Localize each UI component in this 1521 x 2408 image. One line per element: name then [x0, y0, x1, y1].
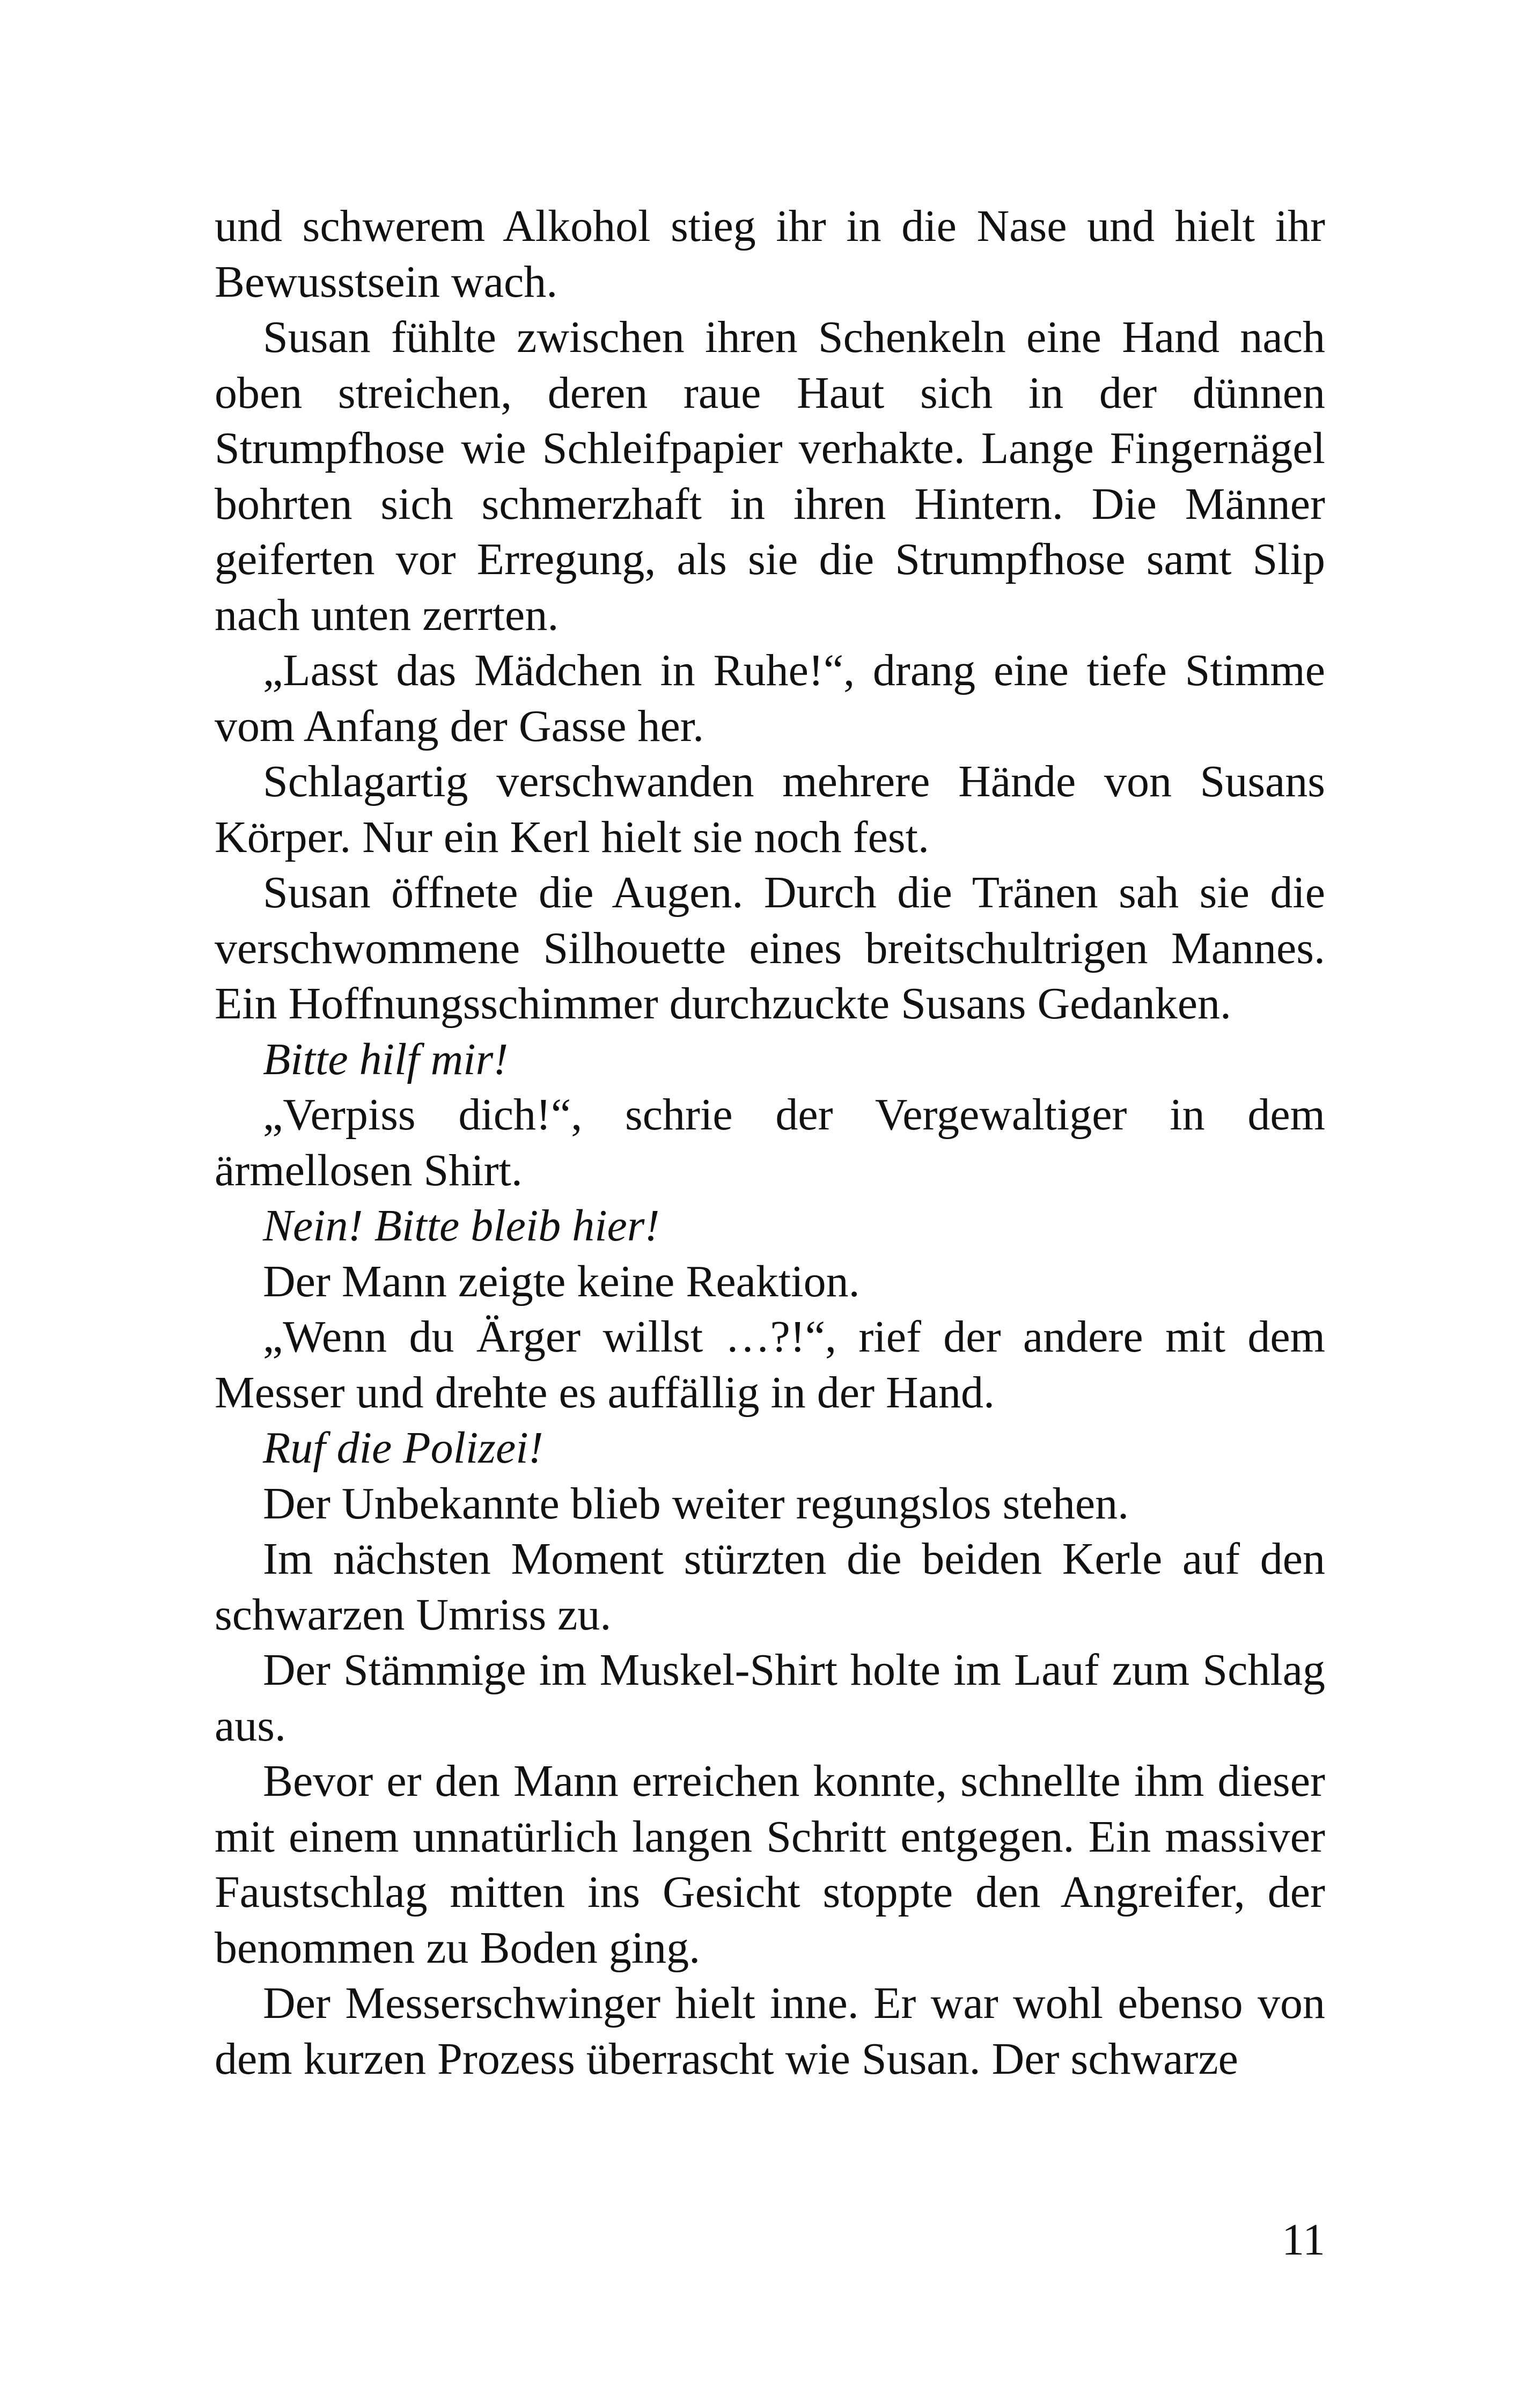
paragraph-3: „Lasst das Mädchen in Ruhe!“, drang eine tiefe Stimme vom Anfang der Gasse her.: [215, 645, 1325, 751]
paragraph-13: Im nächsten Moment stürzten die beiden Kerle auf den schwarzen Umriss zu.: [215, 1534, 1325, 1640]
paragraph-9: Der Mann zeigte keine Reaktion.: [263, 1256, 860, 1306]
paragraph-11-thought: Ruf die Polizei!: [263, 1423, 543, 1473]
paragraph-12: Der Unbekannte blieb weiter regungslos stehen.: [263, 1478, 1129, 1529]
paragraph-5: Susan öffnete die Augen. Durch die Tränen sah sie die verschwommene Silhouette eines breitschultrigen Mannes. Ein Hoffnungsschimmer durchzuckte Susans Gedanken.: [215, 868, 1325, 1029]
paragraph-16: Der Messerschwinger hielt inne. Er war wohl ebenso von dem kurzen Prozess überrascht wie Susan. Der schwarze: [215, 1978, 1325, 2084]
page-number: 11: [1282, 2215, 1325, 2265]
paragraph-1: und schwerem Alkohol stieg ihr in die Nase und hielt ihr Bewusstsein wach.: [215, 201, 1325, 307]
body-text: [215, 199, 1325, 2087]
paragraph-14: Der Stämmige im Muskel-Shirt holte im Lauf zum Schlag aus.: [215, 1645, 1325, 1751]
paragraph-7: „Verpiss dich!“, schrie der Vergewaltiger in dem ärmellosen Shirt.: [215, 1090, 1325, 1195]
paragraph-8-thought: Nein! Bitte bleib hier!: [263, 1201, 660, 1251]
paragraph-6-thought: Bitte hilf mir!: [263, 1034, 509, 1084]
paragraph-10: „Wenn du Ärger willst …?!“, rief der andere mit dem Messer und drehte es auffällig in der Hand.: [215, 1312, 1325, 1418]
paragraph-15: Bevor er den Mann erreichen konnte, schnellte ihm dieser mit einem unnatürlich langen Schritt entgegen. Ein massiver Faustschlag mitten ins Gesicht stoppte den Angreifer, der benommen zu Boden ging.: [215, 1756, 1325, 1973]
paragraph-4: Schlagartig verschwanden mehrere Hände von Susans Körper. Nur ein Kerl hielt sie noch fest.: [215, 757, 1325, 862]
paragraph-2: Susan fühlte zwischen ihren Schenkeln eine Hand nach oben streichen, deren raue Haut sich in der dünnen Strumpfhose wie Schleifpapier verhakte. Lange Fingernägel bohrten sich schmerzhaft in ihren Hintern. Die Männer geiferten vor Erregung, als sie die Strumpfhose samt Slip nach unten zerrten.: [215, 312, 1325, 640]
